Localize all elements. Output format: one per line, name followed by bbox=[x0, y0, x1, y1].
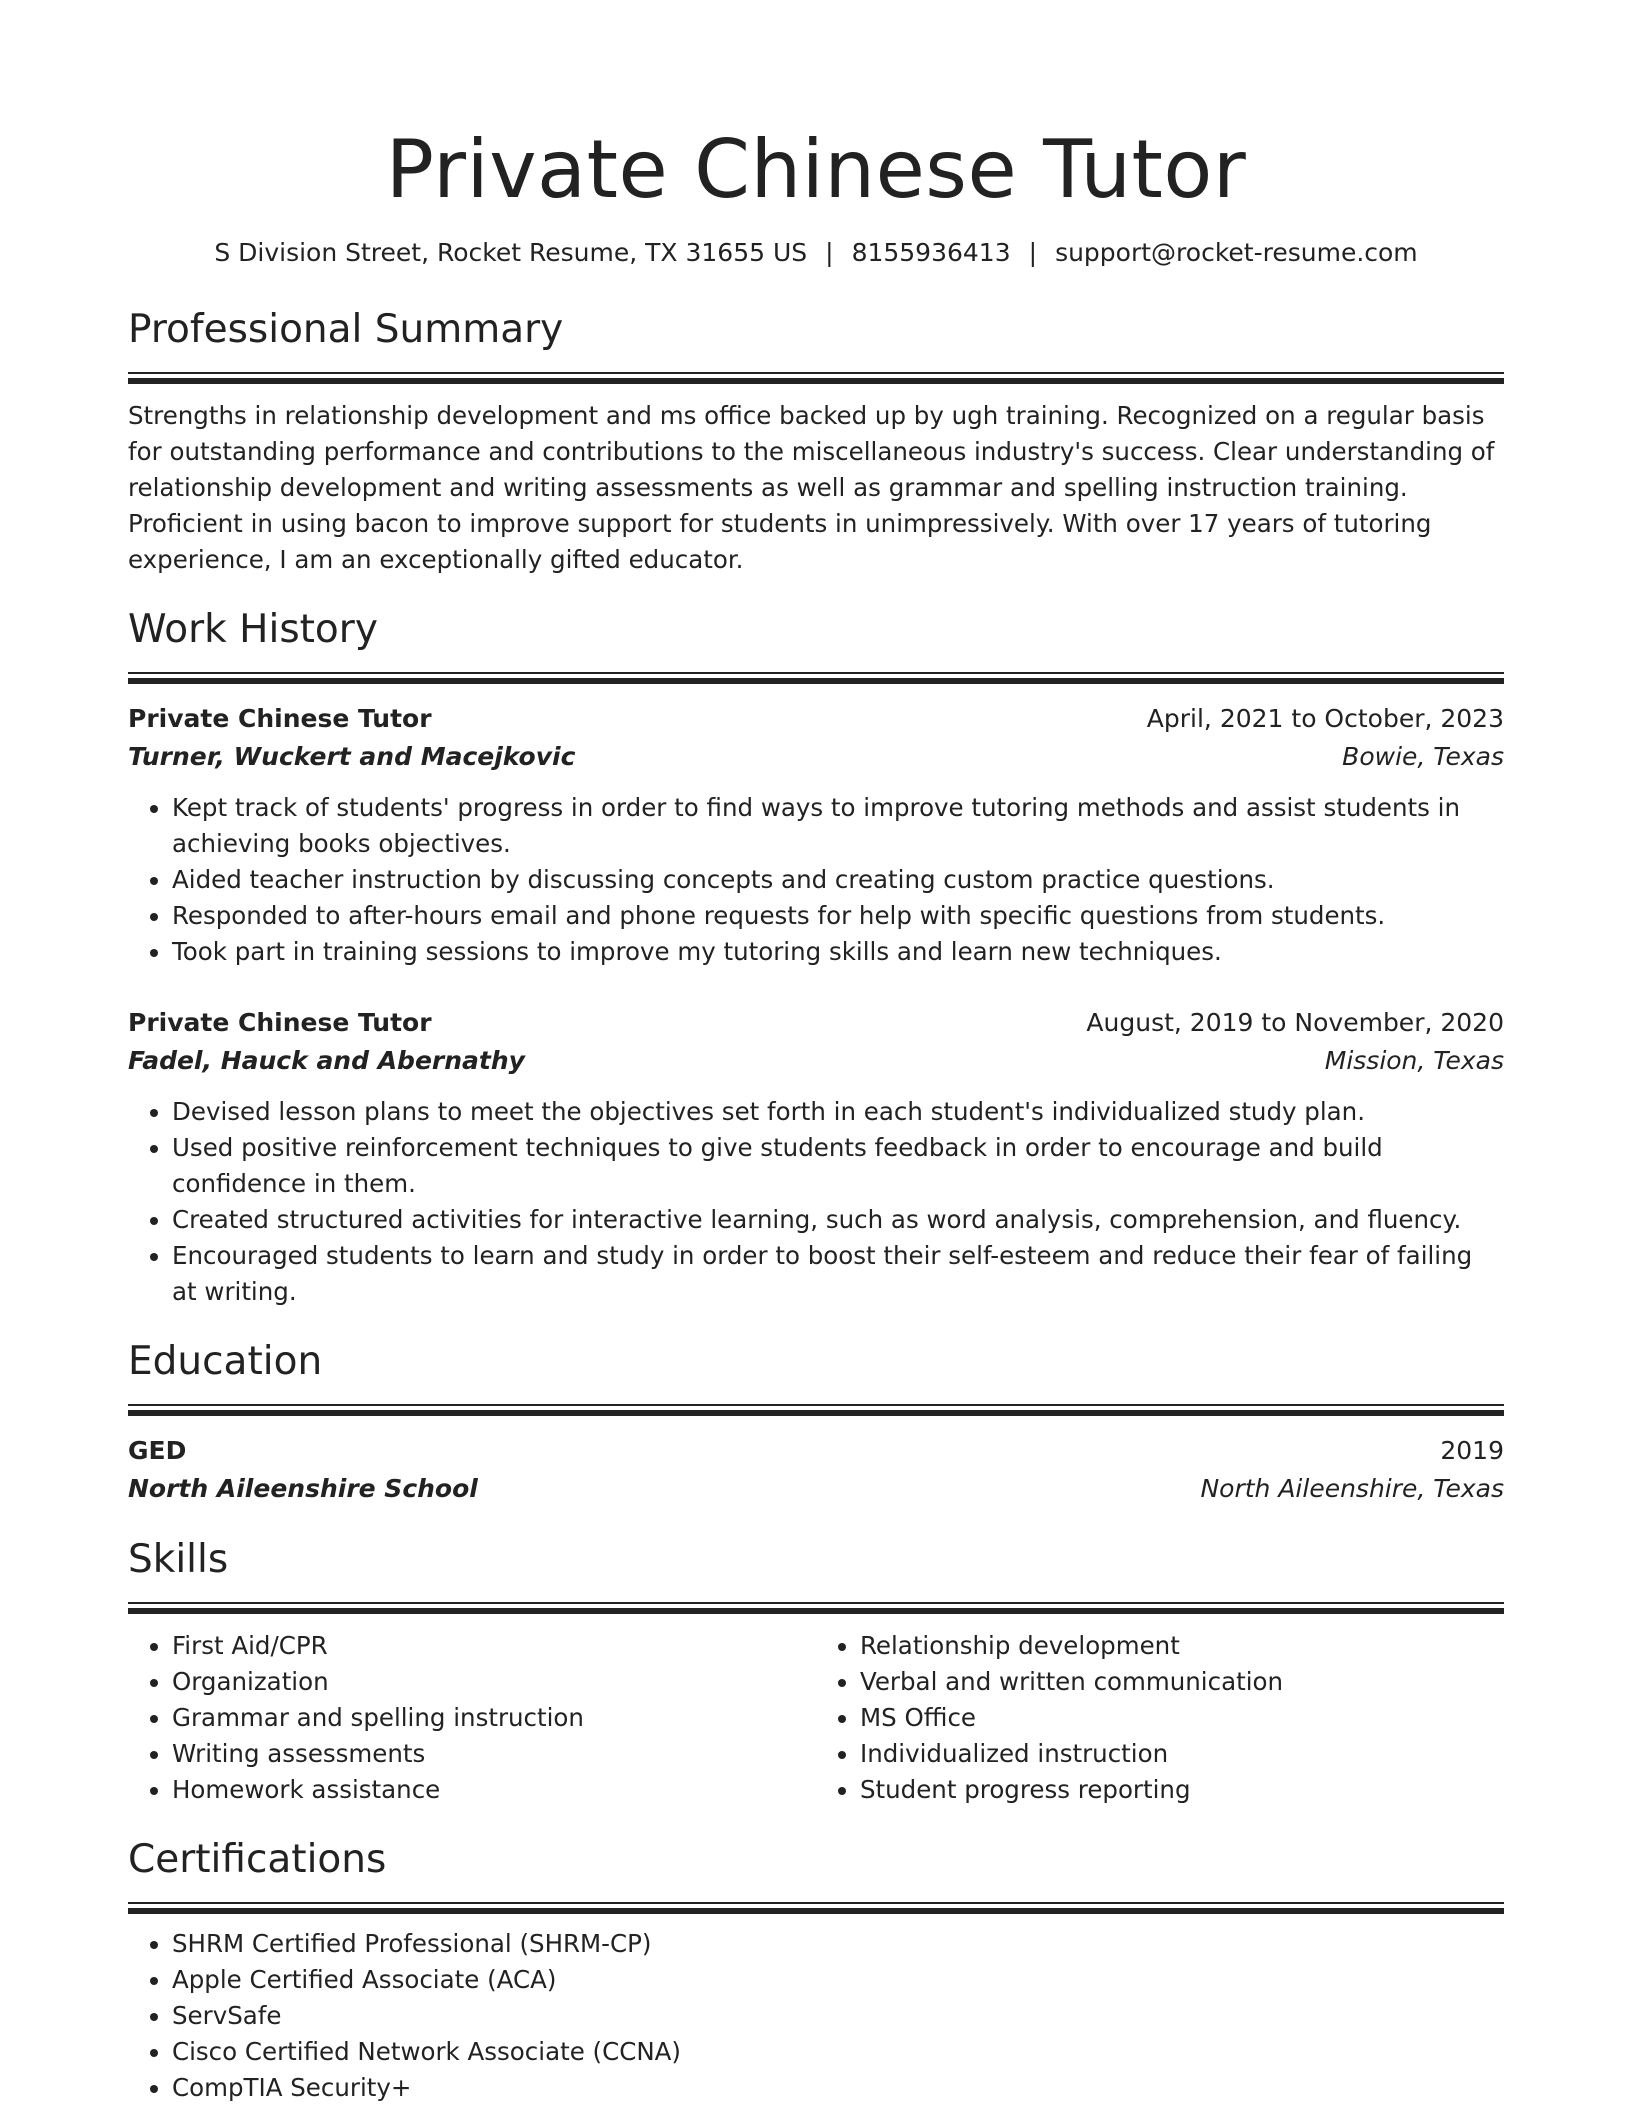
job-header-row bbox=[128, 1004, 1504, 1042]
skill-item: • Individualized instruction bbox=[860, 1736, 1504, 1772]
skill-item: • Student progress reporting bbox=[860, 1772, 1504, 1808]
education-school: North Aileenshire School bbox=[128, 1474, 478, 1503]
summary-text: Strengths in relationship development and ms office backed up by ugh training. Recognized on a regular basis for outstanding performance and contributions to the miscellaneous industry's success. Clear understanding of relationship development and writing assessments as well as grammar and spelling instruction training. Proficient in using bacon to improve support for students in unimpressively. With over 17 years of tutoring experience, I am an exceptionally gifted educator. bbox=[128, 401, 1495, 574]
skill-item: • Grammar and spelling instruction bbox=[172, 1700, 816, 1736]
job-bullets bbox=[128, 1094, 1504, 1310]
certification-item: • SHRM Certified Professional (SHRM-CP) bbox=[172, 1926, 1504, 1962]
contact-email: support@rocket-resume.com bbox=[1055, 238, 1418, 267]
job-bullet: • Encouraged students to learn and study in order to boost their self-esteem and reduce their fear of failing at writing. bbox=[172, 1238, 1504, 1310]
contact-separator: | bbox=[825, 238, 834, 267]
section-divider bbox=[128, 1602, 1504, 1614]
job-company: Turner, Wuckert and Macejkovic bbox=[128, 742, 576, 771]
certification-item: • Cisco Certified Network Associate (CCNA) bbox=[172, 2034, 1504, 2070]
job-location: Bowie, Texas bbox=[1342, 742, 1504, 771]
job-entry bbox=[128, 1004, 1504, 1310]
section-divider bbox=[128, 1902, 1504, 1914]
certifications-heading: Certifications bbox=[128, 1837, 387, 1882]
work-history-heading: Work History bbox=[128, 607, 378, 652]
contact-separator: | bbox=[1028, 238, 1038, 267]
job-company-row bbox=[128, 738, 1504, 776]
certification-item: • CompTIA Security+ bbox=[172, 2070, 1504, 2106]
job-bullet: • Took part in training sessions to improve my tutoring skills and learn new techniques. bbox=[172, 934, 1504, 970]
job-bullet: • Aided teacher instruction by discussing concepts and creating custom practice questions. bbox=[172, 862, 1504, 898]
contact-phone: 8155936413 bbox=[851, 238, 1011, 267]
job-header-row bbox=[128, 700, 1504, 738]
job-company-row bbox=[128, 1042, 1504, 1080]
job-title: Private Chinese Tutor bbox=[128, 1008, 432, 1037]
job-bullet: • Created structured activities for interactive learning, such as word analysis, comprehension, and fluency. bbox=[172, 1202, 1504, 1238]
skill-item: • Writing assessments bbox=[172, 1736, 816, 1772]
skill-item: • Organization bbox=[172, 1664, 816, 1700]
certification-item: • ServSafe bbox=[172, 1998, 1504, 2034]
education-school-row bbox=[128, 1470, 1504, 1508]
job-entry bbox=[128, 700, 1504, 970]
skills-grid bbox=[128, 1624, 1504, 1808]
certifications-section bbox=[128, 1836, 1504, 2106]
work-history-section bbox=[128, 606, 1504, 1310]
job-bullet: • Kept track of students' progress in order to find ways to improve tutoring methods and assist students in achieving books objectives. bbox=[172, 790, 1504, 862]
summary-section bbox=[128, 306, 1504, 578]
skills-column-left bbox=[128, 1628, 816, 1808]
section-divider bbox=[128, 672, 1504, 684]
contact-line bbox=[128, 236, 1504, 270]
education-section bbox=[128, 1338, 1504, 1508]
skills-column-right bbox=[816, 1628, 1504, 1808]
education-entry bbox=[128, 1432, 1504, 1508]
job-bullet: • Used positive reinforcement techniques to give students feedback in order to encourage and build confidence in them. bbox=[172, 1130, 1504, 1202]
skill-item: • Relationship development bbox=[860, 1628, 1504, 1664]
job-bullet: • Responded to after-hours email and phone requests for help with specific questions from students. bbox=[172, 898, 1504, 934]
job-dates: August, 2019 to November, 2020 bbox=[1086, 1008, 1504, 1037]
skill-item: • Homework assistance bbox=[172, 1772, 816, 1808]
job-dates: April, 2021 to October, 2023 bbox=[1146, 704, 1504, 733]
skill-item: • MS Office bbox=[860, 1700, 1504, 1736]
job-location: Mission, Texas bbox=[1324, 1046, 1504, 1075]
education-degree-row bbox=[128, 1432, 1504, 1470]
section-divider bbox=[128, 372, 1504, 384]
education-location: North Aileenshire, Texas bbox=[1200, 1474, 1504, 1503]
skills-section bbox=[128, 1536, 1504, 1808]
education-year: 2019 bbox=[1440, 1436, 1504, 1465]
skill-item: • First Aid/CPR bbox=[172, 1628, 816, 1664]
job-company: Fadel, Hauck and Abernathy bbox=[128, 1046, 525, 1075]
summary-heading: Professional Summary bbox=[128, 307, 564, 352]
certifications-list bbox=[128, 1926, 1504, 2106]
certification-item: • Apple Certified Associate (ACA) bbox=[172, 1962, 1504, 1998]
section-divider bbox=[128, 1404, 1504, 1416]
education-heading: Education bbox=[128, 1339, 323, 1384]
contact-address: S Division Street, Rocket Resume, TX 31655 US bbox=[214, 238, 808, 267]
resume-name: Private Chinese Tutor bbox=[385, 123, 1247, 216]
job-bullet: • Devised lesson plans to meet the objectives set forth in each student's individualized study plan. bbox=[172, 1094, 1504, 1130]
job-title: Private Chinese Tutor bbox=[128, 704, 432, 733]
skills-heading: Skills bbox=[128, 1537, 229, 1582]
skill-item: • Verbal and written communication bbox=[860, 1664, 1504, 1700]
education-degree: GED bbox=[128, 1436, 187, 1465]
job-bullets bbox=[128, 790, 1504, 970]
